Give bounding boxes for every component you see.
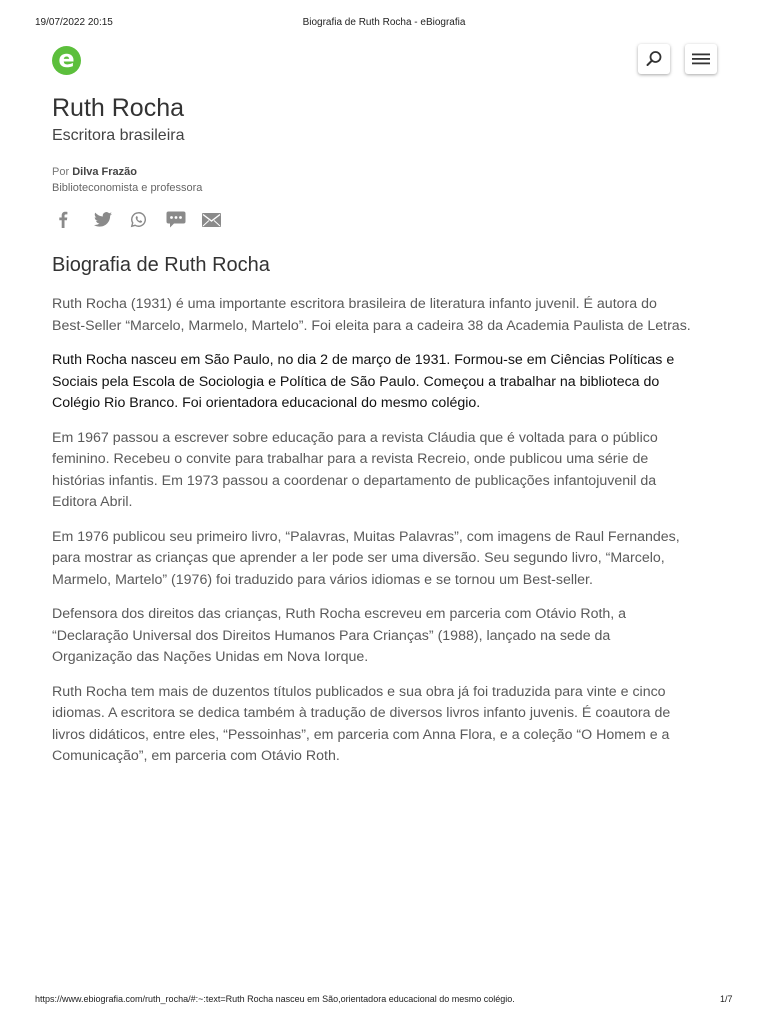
print-datetime: 19/07/2022 20:15 [35, 17, 113, 28]
paragraph: Ruth Rocha tem mais de duzentos títulos publicados e sua obra já foi traduzida para vinte e cinco idiomas. A escritora se dedica também à tradução de diversos livros infanto juvenis. É coautora de livros didáticos, entre eles, “Pessoinhas”, em parceria com Anna Flora, e a coleção “O Homem e a Comunicação”, em parceria com Otávio Roth. [52, 683, 671, 764]
email-icon [202, 213, 221, 227]
menu-button[interactable] [685, 44, 717, 74]
facebook-icon [58, 211, 68, 228]
section-heading: Biografia de Ruth Rocha [52, 254, 270, 276]
paragraph: Ruth Rocha (1931) é uma importante escritora brasileira de literatura infanto juvenil. É autora do Best-Seller “Marcelo, Marmelo, Martelo”. Foi eleita para a cadeira 38 da Academia Paulista de Letras. [52, 296, 691, 334]
print-url: https://www.ebiografia.com/ruth_rocha/#:~:text=Ruth Rocha nasceu em São,orientadora educacional do mesmo colégio. [35, 994, 515, 1004]
author-name-link[interactable]: Dilva Frazão [72, 166, 137, 178]
share-bar [58, 211, 238, 228]
author-byline [52, 166, 137, 178]
search-icon [645, 50, 663, 68]
share-twitter-button[interactable] [94, 212, 130, 227]
page-subtitle: Escritora brasileira [52, 127, 185, 144]
highlighted-paragraph: Ruth Rocha nasceu em São Paulo, no dia 2 de março de 1931. Formou-se em Ciências Políticas e Sociais pela Escola de Sociologia e Política de São Paulo. Começou a trabalhar na biblioteca do Colégio Rio Branco. Foi orientadora educacional do mesmo colégio. [52, 352, 675, 411]
whatsapp-icon [130, 211, 147, 228]
paragraph: Em 1976 publicou seu primeiro livro, “Palavras, Muitas Palavras”, com imagens de Raul Fernandes, para mostrar as crianças que aprender a ler pode ser uma diversão. Seu segundo livro, “Marcelo, Marmelo, Martelo” (1976) foi traduzido para vários idiomas e se tornou um Best-seller. [52, 528, 680, 588]
page-title: Ruth Rocha [52, 94, 185, 122]
comments-button[interactable] [166, 211, 202, 228]
comments-icon [166, 211, 186, 228]
search-button[interactable] [638, 44, 670, 74]
paragraph: Em 1967 passou a escrever sobre educação para a revista Cláudia que é voltada para o público feminino. Recebeu o convite para trabalhar para a revista Recreio, onde publicou uma série de histórias infantis. Em 1973 passou a coordenar o departamento de publicações infantojuvenil da Editora Abril. [52, 429, 658, 510]
print-page-title: Biografia de Ruth Rocha - eBiografia [302, 17, 466, 28]
share-email-button[interactable] [202, 213, 238, 227]
share-facebook-button[interactable] [58, 211, 94, 228]
article-body [52, 294, 692, 781]
author-role: Biblioteconomista e professora [52, 182, 203, 194]
hamburger-menu-icon [691, 51, 711, 67]
twitter-icon [94, 212, 112, 227]
print-page-number: 1/7 [720, 994, 733, 1004]
byline-prefix: Por [52, 166, 70, 178]
ebiografia-logo[interactable]: e [52, 46, 81, 75]
share-whatsapp-button[interactable] [130, 211, 166, 228]
paragraph: Defensora dos direitos das crianças, Ruth Rocha escreveu em parceria com Otávio Roth, a “Declaração Universal dos Direitos Humanos Para Crianças” (1988), lançado na sede da Organização das Nações Unidas em Nova Iorque. [52, 606, 627, 665]
